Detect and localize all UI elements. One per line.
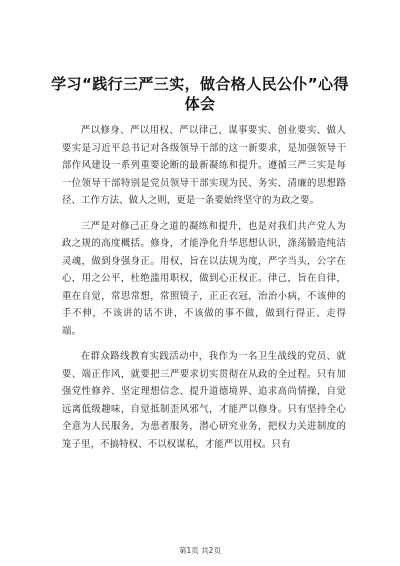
paragraph: 三严是对修己正身之道的凝练和提升，也是对我们共产党人为政之规的高度概括。修身，才能净化升华思想认识，涤荡锻造纯洁灵魂，做到身强身正。用权，旨在以法规为度，严字当头，公字在心，用之公平，杜绝滥用职权，做到心正权正。律己，旨在自律，重在自觉，常思常想，常照镜子，正正衣冠，治治小病，不该伸的手不伸，不该讲的话不讲，不该做的事不做，做到行得正、走得端。 <box>62 220 346 337</box>
paragraph: 在群众路线教育实践活动中，我作为一名卫生战线的党员、就要、端正作风，就要把三严要求切实贯彻在从政的全过程。只有加强党性修养、坚定理想信念、提升道德境界、追求高尚情操，自觉远离低级趣味，自觉抵制歪风邪气，才能严以修身。只有坚持全心全意为人民服务，为患者服务，潜心研究业务，把权力关进制度的笼子里，不搞特权、不以权谋私，才能严以用权。只有 <box>62 351 346 450</box>
document-body <box>62 122 346 461</box>
paragraph: 严以修身、严以用权、严以律己，谋事要实、创业要实、做人要实是习近平总书记对各级领导干部的这一新要求，是加强领导干部作风建设一系列重要论断的最新凝练和提升。遵循三严三实是每一位领导干部特别是党员领导干部实现为民、务实、清廉的思想路径、工作方法、做人之则，更是一条要始终坚守的为政之要。 <box>62 125 346 206</box>
document-title: 学习“践行三严三实，做合格人民公仆”心得体会 <box>51 75 349 113</box>
page-number-footer: 第1页 共2页 <box>179 546 221 555</box>
